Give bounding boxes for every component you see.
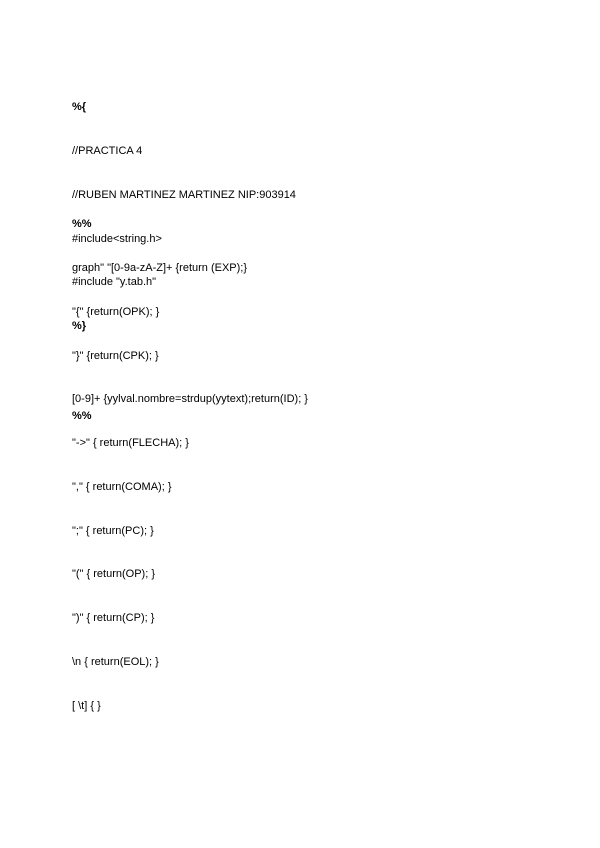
user-code-section bbox=[72, 380, 92, 453]
rule-line: "->" { return(FLECHA); } bbox=[72, 437, 189, 450]
rules-close-delimiter: %% bbox=[72, 410, 92, 423]
definitions-close-delimiter: %} bbox=[72, 320, 87, 333]
rule-line: graph" "[0-9a-zA-Z]+ {return (EXP);} bbox=[72, 261, 248, 274]
rule-line: "}" {return(CPK); } bbox=[72, 349, 159, 362]
include-string: #include<string.h> bbox=[72, 232, 162, 245]
rule-line: "," { return(COMA); } bbox=[72, 480, 172, 493]
comment-practice: //PRACTICA 4 bbox=[72, 144, 143, 157]
definitions-open-delimiter: %{ bbox=[72, 101, 87, 114]
rule-line: ")" { return(CP); } bbox=[72, 612, 155, 625]
rule-line: \n { return(EOL); } bbox=[72, 656, 159, 668]
comment-author: //RUBEN MARTINEZ MARTINEZ NIP:903914 bbox=[72, 188, 296, 201]
rule-line: "{" {return(OPK); } bbox=[72, 305, 160, 318]
rules-section bbox=[72, 188, 308, 743]
rule-line: [0-9]+ {yylval.nombre=strdup(yytext);return(ID); } bbox=[72, 393, 308, 406]
include-ytab: #include "y.tab.h" bbox=[72, 276, 157, 289]
rule-line: [ \t] { } bbox=[72, 699, 101, 712]
rule-line: ";" { return(PC); } bbox=[72, 524, 154, 537]
rules-open-delimiter: %% bbox=[72, 218, 92, 231]
rule-line: "(" { return(OP); } bbox=[72, 568, 155, 581]
